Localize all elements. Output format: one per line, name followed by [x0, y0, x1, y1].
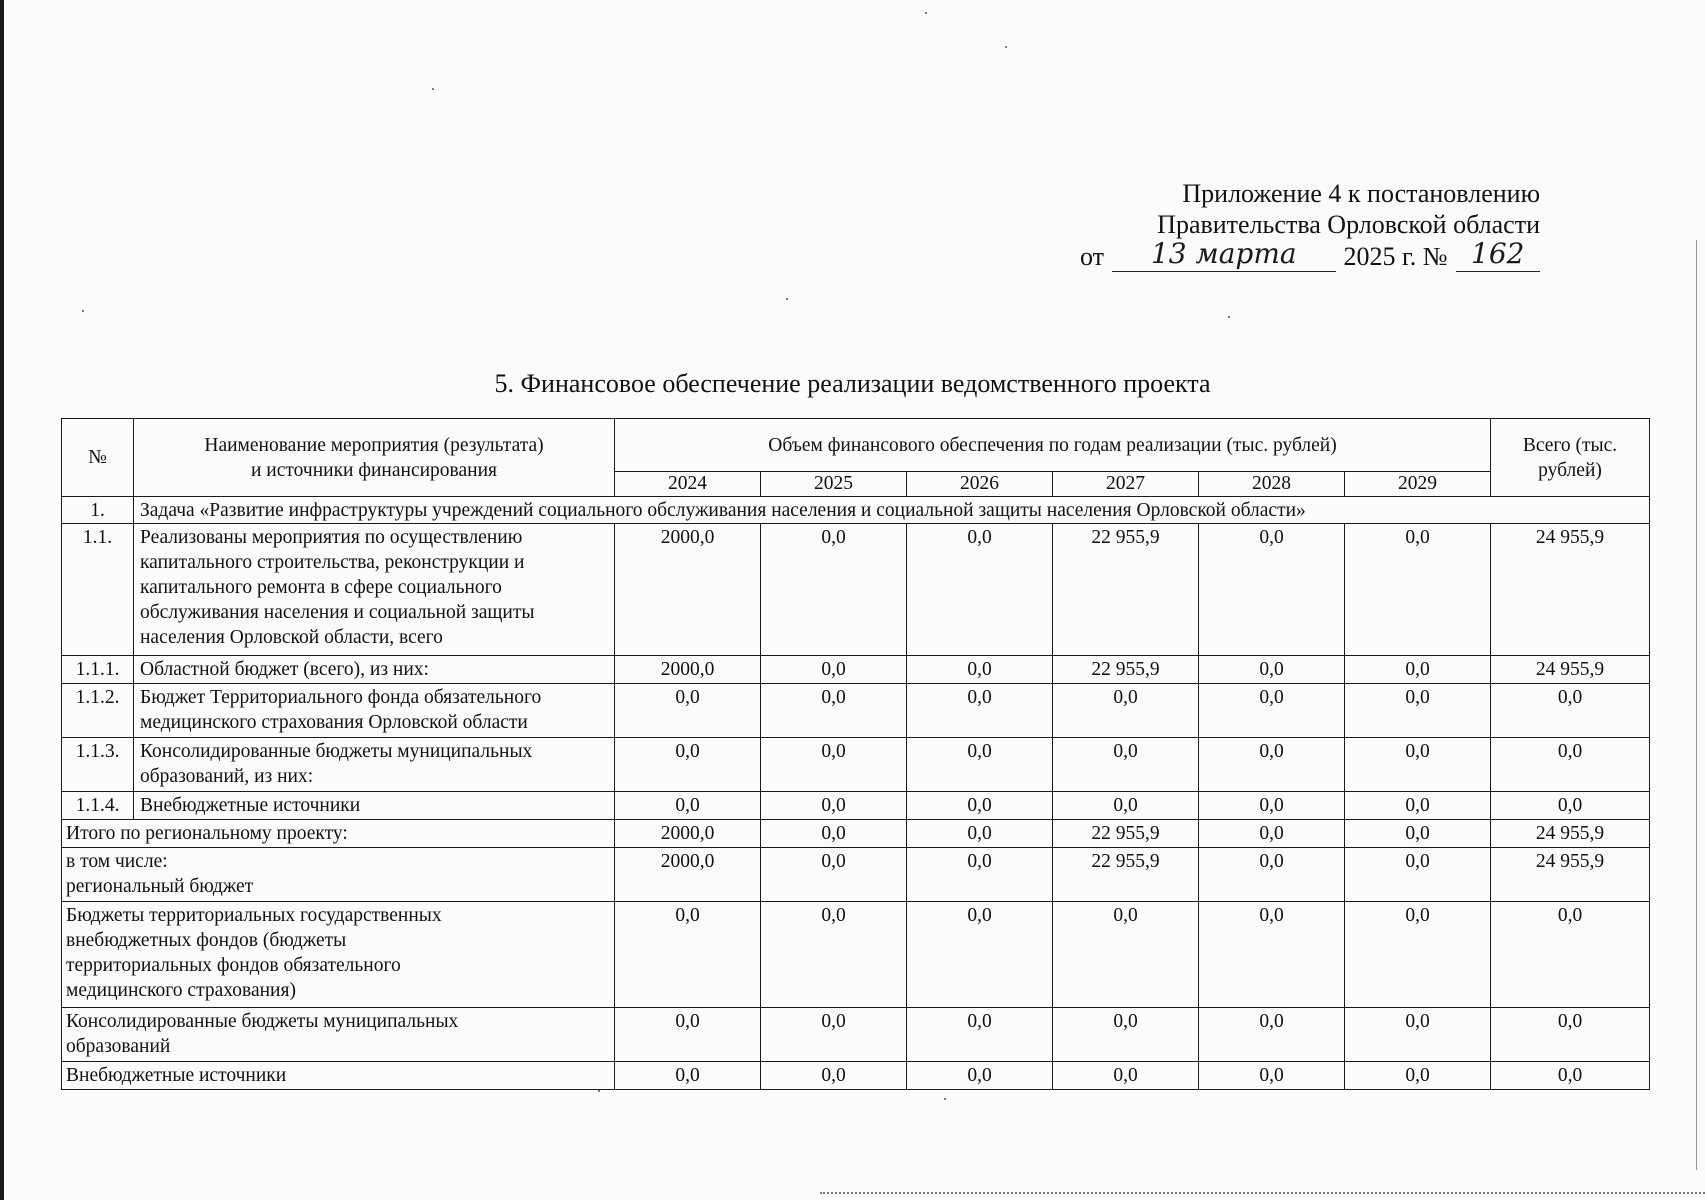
row-name: Реализованы мероприятия по осуществлению капитального строительства, реконструкции и капитального ремонта в сфере социального обслуживания населения и социальной защиты населения Орловской области, всего — [134, 524, 615, 656]
task-text: Задача «Развитие инфраструктуры учреждений социального обслуживания населения и социальной защиты населения Орловской области» — [134, 497, 1650, 524]
row-value: 0,0 — [761, 738, 907, 792]
section-title: 5. Финансовое обеспечение реализации ведомственного проекта — [494, 369, 1211, 398]
scan-speck — [1005, 46, 1007, 48]
summary-row — [62, 902, 1650, 1008]
date-prefix: от — [1080, 242, 1105, 271]
row-num: 1.1.3. — [62, 738, 134, 792]
summary-value: 0,0 — [907, 848, 1053, 902]
row-value: 0,0 — [1199, 792, 1345, 820]
header-year: 2024 — [615, 472, 761, 497]
row-value: 0,0 — [615, 684, 761, 738]
summary-value: 0,0 — [615, 1008, 761, 1062]
row-value: 0,0 — [1053, 738, 1199, 792]
summary-value: 0,0 — [1345, 902, 1491, 1008]
appendix-line-1: Приложение 4 к постановлению — [1182, 179, 1540, 208]
header-name: Наименование мероприятия (результата) и источники финансирования — [134, 419, 615, 497]
summary-value: 0,0 — [761, 1062, 907, 1090]
summary-value: 22 955,9 — [1053, 820, 1199, 848]
task-num: 1. — [62, 497, 134, 524]
summary-total: 0,0 — [1491, 902, 1650, 1008]
row-value: 0,0 — [761, 684, 907, 738]
row-value: 0,0 — [1345, 792, 1491, 820]
row-value: 22 955,9 — [1053, 656, 1199, 684]
row-value: 0,0 — [1345, 684, 1491, 738]
summary-value: 0,0 — [1053, 1062, 1199, 1090]
row-value: 0,0 — [1199, 684, 1345, 738]
summary-value: 0,0 — [1345, 1062, 1491, 1090]
table-row — [62, 792, 1650, 820]
row-total: 0,0 — [1491, 684, 1650, 738]
summary-value: 0,0 — [761, 820, 907, 848]
summary-value: 0,0 — [761, 1008, 907, 1062]
summary-name: Итого по региональному проекту: — [62, 820, 615, 848]
row-value: 22 955,9 — [1053, 524, 1199, 656]
scan-speck — [82, 310, 84, 312]
row-value: 0,0 — [761, 656, 907, 684]
row-name: Внебюджетные источники — [134, 792, 615, 820]
financing-table — [61, 418, 1650, 1090]
scan-speck — [1228, 316, 1230, 318]
row-value: 0,0 — [1345, 524, 1491, 656]
row-num: 1.1.2. — [62, 684, 134, 738]
header-num: № — [62, 419, 134, 497]
summary-row — [62, 1008, 1650, 1062]
scan-speck — [432, 88, 434, 90]
row-value: 0,0 — [907, 524, 1053, 656]
summary-value: 0,0 — [1053, 1008, 1199, 1062]
summary-value: 0,0 — [1345, 820, 1491, 848]
summary-row — [62, 1062, 1650, 1090]
header-year: 2027 — [1053, 472, 1199, 497]
summary-value: 0,0 — [761, 902, 907, 1008]
summary-value: 0,0 — [1053, 902, 1199, 1008]
header-volume: Объем финансового обеспечения по годам реализации (тыс. рублей) — [615, 419, 1491, 472]
scan-speck — [925, 12, 927, 14]
row-value: 0,0 — [1199, 524, 1345, 656]
task-row — [62, 497, 1650, 524]
table-header-row — [62, 419, 1650, 472]
summary-value: 0,0 — [1199, 820, 1345, 848]
header-year: 2028 — [1199, 472, 1345, 497]
row-value: 0,0 — [1345, 656, 1491, 684]
row-total: 0,0 — [1491, 738, 1650, 792]
summary-value: 0,0 — [615, 902, 761, 1008]
summary-name: Внебюджетные источники — [62, 1062, 615, 1090]
summary-value: 0,0 — [907, 1062, 1053, 1090]
row-value: 0,0 — [907, 792, 1053, 820]
row-value: 0,0 — [615, 792, 761, 820]
row-total: 24 955,9 — [1491, 524, 1650, 656]
summary-value: 0,0 — [1199, 1062, 1345, 1090]
summary-row — [62, 848, 1650, 902]
scan-speck — [786, 298, 788, 300]
summary-total: 0,0 — [1491, 1062, 1650, 1090]
summary-total: 0,0 — [1491, 1008, 1650, 1062]
summary-value: 2000,0 — [615, 848, 761, 902]
row-value: 0,0 — [1199, 738, 1345, 792]
summary-total: 24 955,9 — [1491, 820, 1650, 848]
table-row — [62, 738, 1650, 792]
row-value: 0,0 — [1053, 684, 1199, 738]
scan-bottom-edge — [820, 1192, 1705, 1196]
summary-value: 0,0 — [615, 1062, 761, 1090]
summary-value: 0,0 — [907, 902, 1053, 1008]
summary-value: 22 955,9 — [1053, 848, 1199, 902]
row-num: 1.1.4. — [62, 792, 134, 820]
appendix-line-2: Правительства Орловской области — [1157, 210, 1540, 239]
appendix-header — [1080, 178, 1540, 272]
summary-value: 0,0 — [1199, 902, 1345, 1008]
summary-value: 0,0 — [1345, 1008, 1491, 1062]
row-value: 0,0 — [1199, 656, 1345, 684]
row-value: 0,0 — [761, 792, 907, 820]
summary-value: 0,0 — [907, 1008, 1053, 1062]
row-value: 0,0 — [1053, 792, 1199, 820]
row-name: Бюджет Территориального фонда обязательного медицинского страхования Орловской области — [134, 684, 615, 738]
row-num: 1.1.1. — [62, 656, 134, 684]
row-value: 0,0 — [907, 656, 1053, 684]
summary-name: в том числе: региональный бюджет — [62, 848, 615, 902]
summary-value: 0,0 — [1345, 848, 1491, 902]
row-value: 2000,0 — [615, 656, 761, 684]
summary-name: Бюджеты территориальных государственных внебюджетных фондов (бюджеты территориальных фондов обязательного медицинского страхования) — [62, 902, 615, 1008]
header-total: Всего (тыс. рублей) — [1491, 419, 1650, 497]
row-value: 0,0 — [1345, 738, 1491, 792]
summary-value: 0,0 — [1199, 848, 1345, 902]
header-year: 2025 — [761, 472, 907, 497]
header-year: 2026 — [907, 472, 1053, 497]
row-total: 0,0 — [1491, 792, 1650, 820]
header-year: 2029 — [1345, 472, 1491, 497]
handwritten-date: 13 марта — [1112, 240, 1335, 272]
row-value: 0,0 — [907, 684, 1053, 738]
table-row — [62, 684, 1650, 738]
row-num: 1.1. — [62, 524, 134, 656]
scan-left-edge — [0, 0, 4, 1200]
handwritten-number: 162 — [1456, 240, 1540, 272]
row-name: Консолидированные бюджеты муниципальных образований, из них: — [134, 738, 615, 792]
summary-value: 0,0 — [761, 848, 907, 902]
table-row — [62, 524, 1650, 656]
summary-value: 0,0 — [1199, 1008, 1345, 1062]
row-value: 2000,0 — [615, 524, 761, 656]
year-label: 2025 г. № — [1343, 242, 1448, 271]
row-total: 24 955,9 — [1491, 656, 1650, 684]
summary-total: 24 955,9 — [1491, 848, 1650, 902]
scan-speck — [598, 1090, 600, 1092]
appendix-date-line — [1080, 237, 1540, 272]
summary-name: Консолидированные бюджеты муниципальных образований — [62, 1008, 615, 1062]
row-value: 0,0 — [615, 738, 761, 792]
row-name: Областной бюджет (всего), из них: — [134, 656, 615, 684]
summary-row — [62, 820, 1650, 848]
summary-value: 2000,0 — [615, 820, 761, 848]
summary-value: 0,0 — [907, 820, 1053, 848]
row-value: 0,0 — [907, 738, 1053, 792]
row-value: 0,0 — [761, 524, 907, 656]
table-row — [62, 656, 1650, 684]
scan-speck — [944, 1098, 946, 1100]
